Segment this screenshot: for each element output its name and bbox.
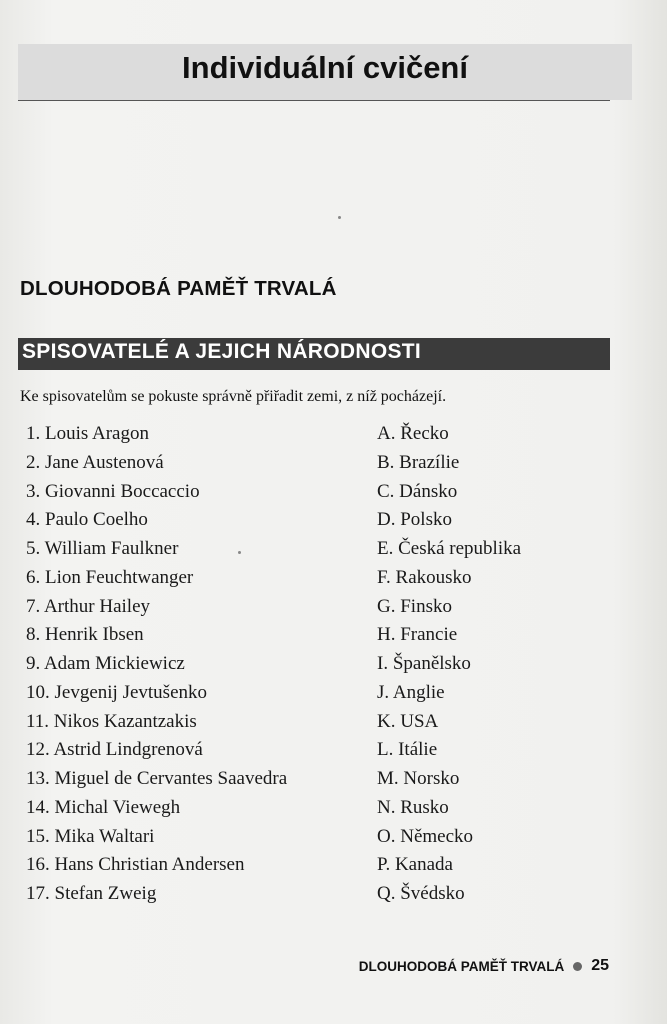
country-item: L. Itálie <box>377 739 438 761</box>
writer-item: 1. Louis Aragon <box>26 423 149 444</box>
country-item: E. Česká republika <box>377 538 522 559</box>
page-number: 25 <box>591 957 609 974</box>
country-item: N. Rusko <box>377 796 449 818</box>
print-speck <box>238 551 241 554</box>
country-item: Q. Švédsko <box>377 883 465 904</box>
writer-item: 5. William Faulkner <box>26 538 179 559</box>
print-speck <box>338 216 341 219</box>
country-item: G. Finsko <box>377 595 452 617</box>
country-item: O. Německo <box>377 825 474 847</box>
country-item: A. Řecko <box>377 423 449 444</box>
writer-item: 14. Michal Viewegh <box>26 796 181 818</box>
writer-item: 12. Astrid Lindgrenová <box>26 739 203 761</box>
writer-item: 15. Mika Waltari <box>26 825 155 847</box>
writer-item: 7. Arthur Hailey <box>26 595 151 617</box>
writer-item: 6. Lion Feuchtwanger <box>26 566 194 588</box>
page-footer <box>359 957 609 975</box>
title-rule <box>18 100 610 101</box>
country-item: K. USA <box>377 710 439 732</box>
section-heading: DLOUHODOBÁ PAMĚŤ TRVALÁ <box>20 277 337 300</box>
running-title: DLOUHODOBÁ PAMĚŤ TRVALÁ <box>358 958 565 974</box>
country-item: P. Kanada <box>377 854 453 876</box>
writer-item: 17. Stefan Zweig <box>26 883 157 904</box>
country-item: B. Brazílie <box>377 451 460 473</box>
country-item: H. Francie <box>377 624 458 646</box>
page-title: Individuální cvičení <box>182 50 468 85</box>
writer-item: 2. Jane Austenová <box>26 451 164 473</box>
writer-item: 16. Hans Christian Andersen <box>26 854 245 876</box>
country-item: C. Dánsko <box>377 480 458 502</box>
country-item: M. Norsko <box>377 768 460 789</box>
writer-item: 13. Miguel de Cervantes Saavedra <box>26 768 288 789</box>
writer-item: 3. Giovanni Boccaccio <box>26 480 200 502</box>
writer-item: 4. Paulo Coelho <box>26 509 148 531</box>
writer-item: 9. Adam Mickiewicz <box>26 653 185 674</box>
country-item: J. Anglie <box>377 681 445 703</box>
country-item: I. Španělsko <box>377 653 471 674</box>
country-item: F. Rakousko <box>377 566 472 588</box>
exercise-banner-title: SPISOVATELÉ A JEJICH NÁRODNOSTI <box>22 340 422 363</box>
writer-item: 10. Jevgenij Jevtušenko <box>26 681 208 703</box>
countries-list <box>377 420 521 909</box>
writer-item: 11. Nikos Kazantzakis <box>26 710 197 732</box>
country-item: D. Polsko <box>377 509 452 531</box>
writers-list <box>26 420 287 909</box>
exercise-instruction: Ke spisovatelům se pokuste správně přiřadit zemi, z níž pocházejí. <box>20 388 447 405</box>
writer-item: 8. Henrik Ibsen <box>26 624 144 646</box>
bullet-dot-icon <box>573 962 582 971</box>
